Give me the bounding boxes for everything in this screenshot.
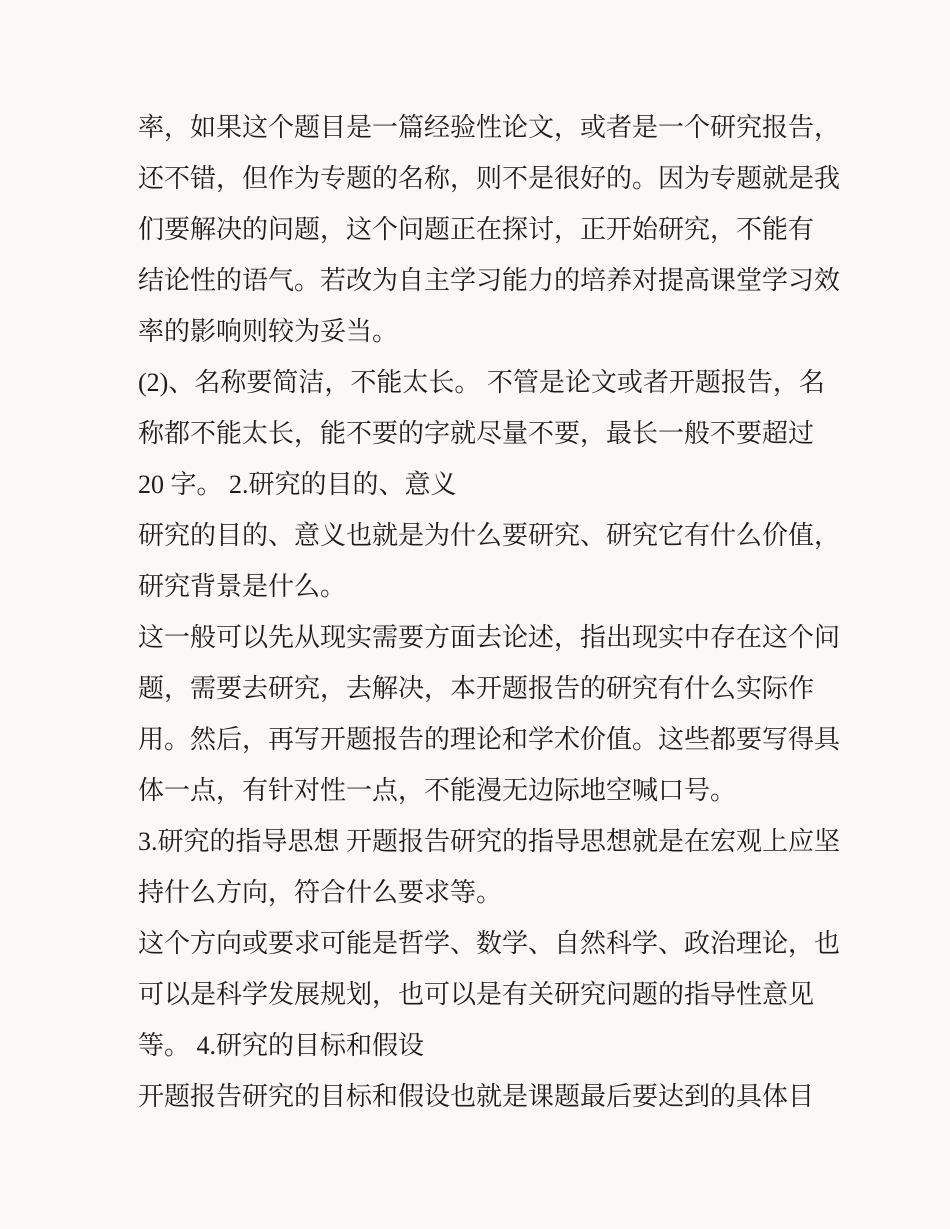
text-line: 还不错，但作为专题的名称，则不是很好的。因为专题就是我: [138, 164, 841, 193]
text-line: 持什么方向，符合什么要求等。: [138, 878, 503, 907]
text-line: 这个方向或要求可能是哲学、数学、自然科学、政治理论，也: [138, 929, 841, 958]
document-text-block: [138, 102, 850, 1122]
text-line: 体一点，有针对性一点，不能漫无边际地空喊口号。: [138, 776, 737, 805]
text-line: 这一般可以先从现实需要方面去论述，指出现实中存在这个问: [138, 623, 841, 652]
text-line: 称都不能太长，能不要的字就尽量不要，最长一般不要超过: [138, 419, 815, 448]
text-line: 研究背景是什么。: [138, 572, 347, 601]
text-line: 用。然后，再写开题报告的理论和学术价值。这些都要写得具: [138, 725, 841, 754]
text-line: 结论性的语气。若改为自主学习能力的培养对提高课堂学习效: [138, 266, 841, 295]
text-line: 题，需要去研究，去解决，本开题报告的研究有什么实际作: [138, 674, 815, 703]
text-line: 20 字。 2.研究的目的、意义: [138, 470, 457, 499]
text-line: 率，如果这个题目是一篇经验性论文，或者是一个研究报告，: [138, 113, 841, 142]
text-line: (2)、名称要简洁，不能太长。 不管是论文或者开题报告，名: [138, 368, 825, 397]
text-line: 3.研究的指导思想 开题报告研究的指导思想就是在宏观上应坚: [138, 827, 841, 856]
text-line: 等。 4.研究的目标和假设: [138, 1031, 425, 1060]
text-line: 研究的目的、意义也就是为什么要研究、研究它有什么价值，: [138, 521, 841, 550]
text-line: 开题报告研究的目标和假设也就是课题最后要达到的具体目: [138, 1082, 815, 1111]
text-line: 率的影响则较为妥当。: [138, 317, 399, 346]
text-line: 们要解决的问题，这个问题正在探讨，正开始研究，不能有: [138, 215, 815, 244]
text-line: 可以是科学发展规划，也可以是有关研究问题的指导性意见: [138, 980, 815, 1009]
